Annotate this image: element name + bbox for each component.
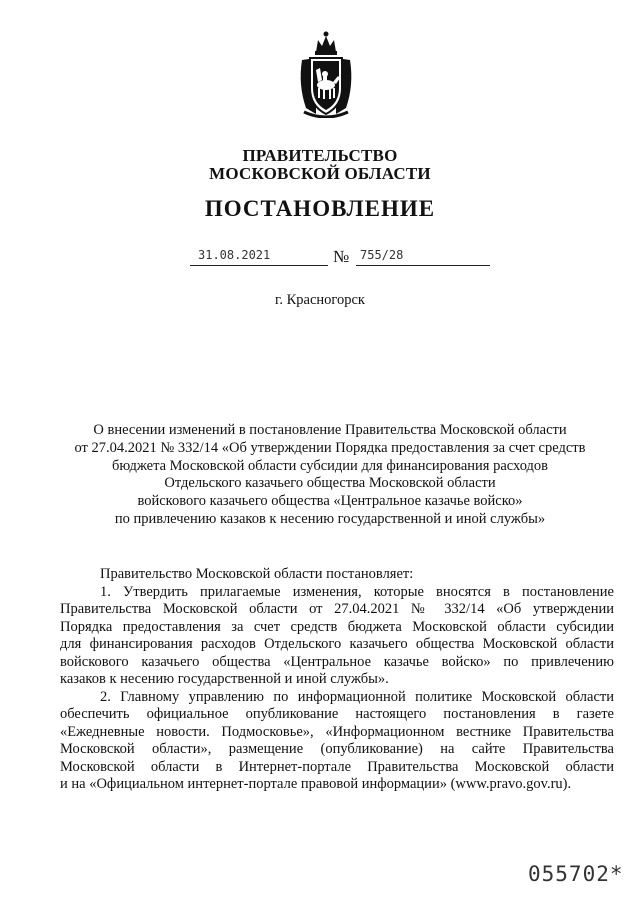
subject-line: О внесении изменений в постановление Правительства Московской области xyxy=(93,422,567,438)
paragraph1-line: Порядка предоставления за счет средств бюджета Московской области субсидии xyxy=(60,618,614,635)
number-sign: № xyxy=(333,247,350,266)
paragraph1-line: войскового казачьего общества «Центральное казачье войско» по привлечению xyxy=(60,653,614,670)
paragraph1-line: для финансирования расходов Отдельского казачьего общества Московской области xyxy=(60,636,614,652)
paragraph1-line: 1. Утвердить прилагаемые изменения, которые вносятся в постановление xyxy=(100,583,614,600)
paragraph2-line: и на «Официальном интернет-портале правовой информации» (www.pravo.gov.ru). xyxy=(60,776,572,792)
paragraph2-line: Московской области», размещение (опубликование) на сайте Правительства xyxy=(60,741,614,757)
number-field xyxy=(356,248,490,266)
city-name: г. Красногорск xyxy=(275,292,365,308)
subject-line: по привлечению казаков к несению государственной и иной службы» xyxy=(114,510,546,527)
government-title-line2: МОСКОВСКОЙ ОБЛАСТИ xyxy=(209,164,431,183)
subject-line: войскового казачьего общества «Центральное казачье войско» xyxy=(137,493,523,510)
document-number: 755/28 xyxy=(360,248,404,262)
coat-of-arms-emblem xyxy=(294,30,358,118)
paragraph2-line: 2. Главному управлению по информационной политике Московской области xyxy=(100,688,614,705)
paragraph1-line: казаков к несению государственной и иной службы». xyxy=(60,671,389,687)
subject-line: от 27.04.2021 № 332/14 «Об утверждении Порядка предоставления за счет средств xyxy=(74,439,586,456)
paragraph1-line: Правительства Московской области от 27.04.2021 № 332/14 «Об утверждении xyxy=(60,601,614,617)
subject-line: Отдельского казачьего общества Московской области xyxy=(164,475,496,492)
date-field xyxy=(190,248,328,266)
paragraph2-line: Московской области в Интернет-портале Правительства Московской области xyxy=(60,758,614,775)
paragraph2-line: обеспечить официальное опубликование настоящего постановления в газете xyxy=(60,706,614,722)
paragraph2-line: «Ежедневные новости. Подмосковье», «Информационном вестнике Правительства xyxy=(60,723,614,740)
preamble: Правительство Московской области постановляет: xyxy=(100,566,414,582)
document-type-title: ПОСТАНОВЛЕНИЕ xyxy=(204,196,436,221)
document-body xyxy=(60,566,614,794)
document-serial-code: 055702* xyxy=(528,862,624,886)
government-title-line1: ПРАВИТЕЛЬСТВО xyxy=(242,146,398,165)
document-subject xyxy=(60,422,600,529)
document-date: 31.08.2021 xyxy=(198,248,271,262)
subject-line: бюджета Московской области субсидии для финансирования расходов xyxy=(111,457,548,474)
